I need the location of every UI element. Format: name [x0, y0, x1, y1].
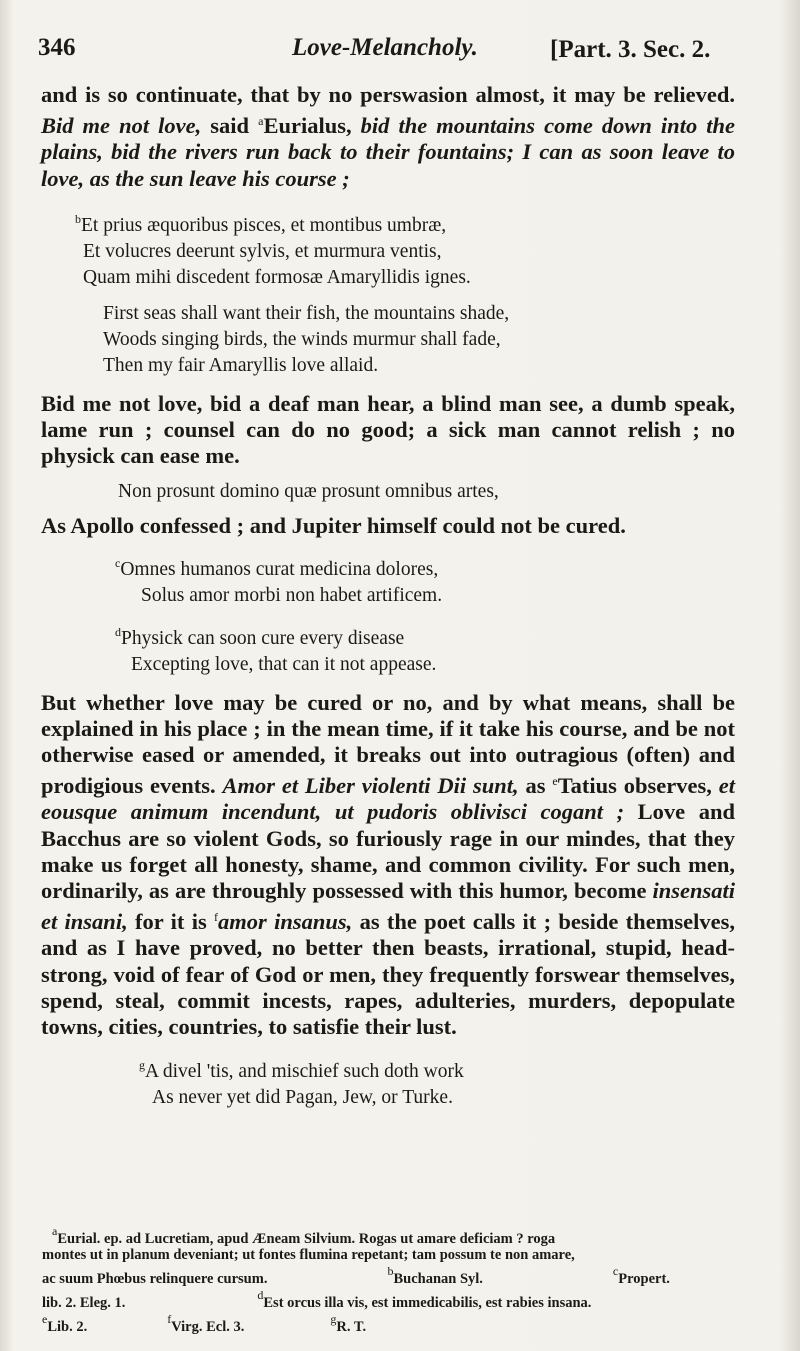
page-body — [41, 82, 735, 1111]
text: R. T. — [336, 1319, 367, 1335]
footnote-line — [52, 1223, 734, 1247]
verse-line: Excepting love, that can it not appease. — [131, 653, 437, 675]
verse-line: Et volucres deerunt sylvis, et murmura ventis, — [83, 240, 442, 262]
verse-line: A divel 'tis, and mischief such doth work — [145, 1061, 464, 1083]
text: lib. 2. Eleg. 1. — [42, 1295, 126, 1311]
verse-english-2 — [115, 619, 735, 678]
footnote-mark: a — [258, 114, 264, 129]
text: as the poet calls it ; beside themselves, and as I have proved, no better then beasts, irrational, stupid, head-strong, void of fear of God or men, they frequently forswear themselves, spend, steal, commit incests, rapes, adulteries, murders, depopulate towns, cities, countries, to satisfie their lust. — [41, 909, 736, 1040]
footnote-mark: a — [52, 1224, 58, 1238]
text: Tatius observes, — [557, 773, 712, 799]
footnote-mark: c — [115, 555, 121, 570]
text: said — [210, 113, 250, 139]
footnote-mark: b — [75, 211, 81, 226]
verse-line: As never yet did Pagan, Jew, or Turke. — [152, 1087, 453, 1109]
footnote-mark: d — [115, 624, 121, 639]
footnotes — [42, 1223, 734, 1335]
text: Propert. — [618, 1271, 670, 1287]
verse-line: Omnes humanos curat medicina dolores, — [120, 558, 439, 580]
text: Virg. Ecl. 3. — [171, 1319, 245, 1335]
footnote-mark: g — [330, 1312, 337, 1326]
text: Lib. 2. — [47, 1319, 88, 1335]
italic-text: bid the mountains come down into the plains, bid the rivers run back to their fountains; I can as soon leave to love, as the sun leave his course ; — [41, 113, 735, 191]
footnote-line: montes ut in planum deveniant; ut fontes flumina repetant; tam possum te non amare, — [42, 1247, 575, 1263]
verse-latin-2 — [118, 479, 735, 505]
text: as — [525, 773, 546, 799]
paragraph-1 — [41, 82, 735, 192]
text: ac suum Phœbus relinquere cursum. — [42, 1271, 268, 1287]
verse-latin-1 — [75, 206, 735, 291]
footnote-mark: g — [139, 1058, 145, 1073]
text: for it is — [135, 909, 207, 935]
italic-text: Bid me not love, — [41, 113, 202, 139]
verse-line: Et prius æquoribus pisces, et montibus umbræ, — [81, 214, 447, 236]
verse-line: Physick can soon cure every disease — [121, 627, 405, 649]
verse-line: First seas shall want their fish, the mountains shade, — [103, 302, 510, 324]
text: But whether love may be cured or no, and by what means, shall be explained in his place ; in the mean time, if it take his course, and be not otherwise eased or amended, it breaks out into outragious (often) and prodigious events. — [41, 689, 735, 799]
italic-text: amor insanus, — [218, 909, 353, 935]
verse-line: Woods singing birds, the winds murmur shall fade, — [103, 328, 501, 350]
verse-line: Non prosunt domino quæ prosunt omnibus artes, — [118, 481, 499, 503]
footnote-mark: b — [387, 1264, 394, 1278]
verse-line: Then my fair Amaryllis love allaid. — [103, 354, 379, 376]
footnote-mark: f — [167, 1312, 172, 1326]
text: Eurial. ep. ad Lucretiam, apud Æneam Silvium. Rogas ut amare deficiam ? roga — [57, 1231, 556, 1247]
verse-english-3 — [139, 1052, 735, 1111]
verse-line: Quam mihi discedent formosæ Amaryllidis ignes. — [83, 266, 471, 288]
paragraph-3: As Apollo confessed ; and Jupiter himself could not be cured. — [41, 513, 626, 539]
verse-line: Solus amor morbi non habet artificem. — [141, 584, 443, 606]
italic-text: et eousque animum incendunt, ut pudoris oblivisci cogant ; — [41, 773, 736, 825]
running-title: Love-Melancholy. — [292, 34, 478, 61]
text: Buchanan Syl. — [393, 1271, 483, 1287]
text: Eurialus, — [263, 113, 352, 139]
running-header — [38, 34, 738, 70]
footnote-mark: d — [257, 1288, 264, 1302]
verse-english-1 — [103, 301, 735, 379]
footnote-mark: f — [214, 910, 219, 925]
paragraph-4 — [41, 690, 735, 1041]
page-number: 346 — [38, 34, 76, 61]
footnote-mark: e — [42, 1312, 48, 1326]
italic-text: Amor et Liber violenti Dii sunt, — [222, 773, 519, 799]
footnote-mark: e — [552, 774, 558, 789]
section-marker: [Part. 3. Sec. 2. — [550, 36, 711, 63]
text: Est orcus illa vis, est immedicabilis, est rabies insana. — [263, 1295, 592, 1311]
text: and is so continuate, that by no perswasion almost, it may be relieved. — [41, 82, 735, 107]
footnote-line — [42, 1311, 734, 1335]
verse-latin-3 — [115, 550, 735, 609]
footnote-line — [42, 1287, 734, 1311]
footnote-line — [42, 1263, 734, 1287]
text: Love and Bacchus are so violent Gods, so furiously rage in our mindes, that they make us forget all honesty, shame, and common civility. For such men, ordinarily, as are throughly possessed with this humor, become — [41, 799, 735, 904]
italic-text: insensati et insani, — [41, 878, 736, 935]
footnote-mark: c — [612, 1264, 619, 1278]
paragraph-2: Bid me not love, bid a deaf man hear, a blind man see, a dumb speak, lame run ; counsel can do no good; a sick man cannot relish ; no physick can ease me. — [41, 390, 735, 469]
